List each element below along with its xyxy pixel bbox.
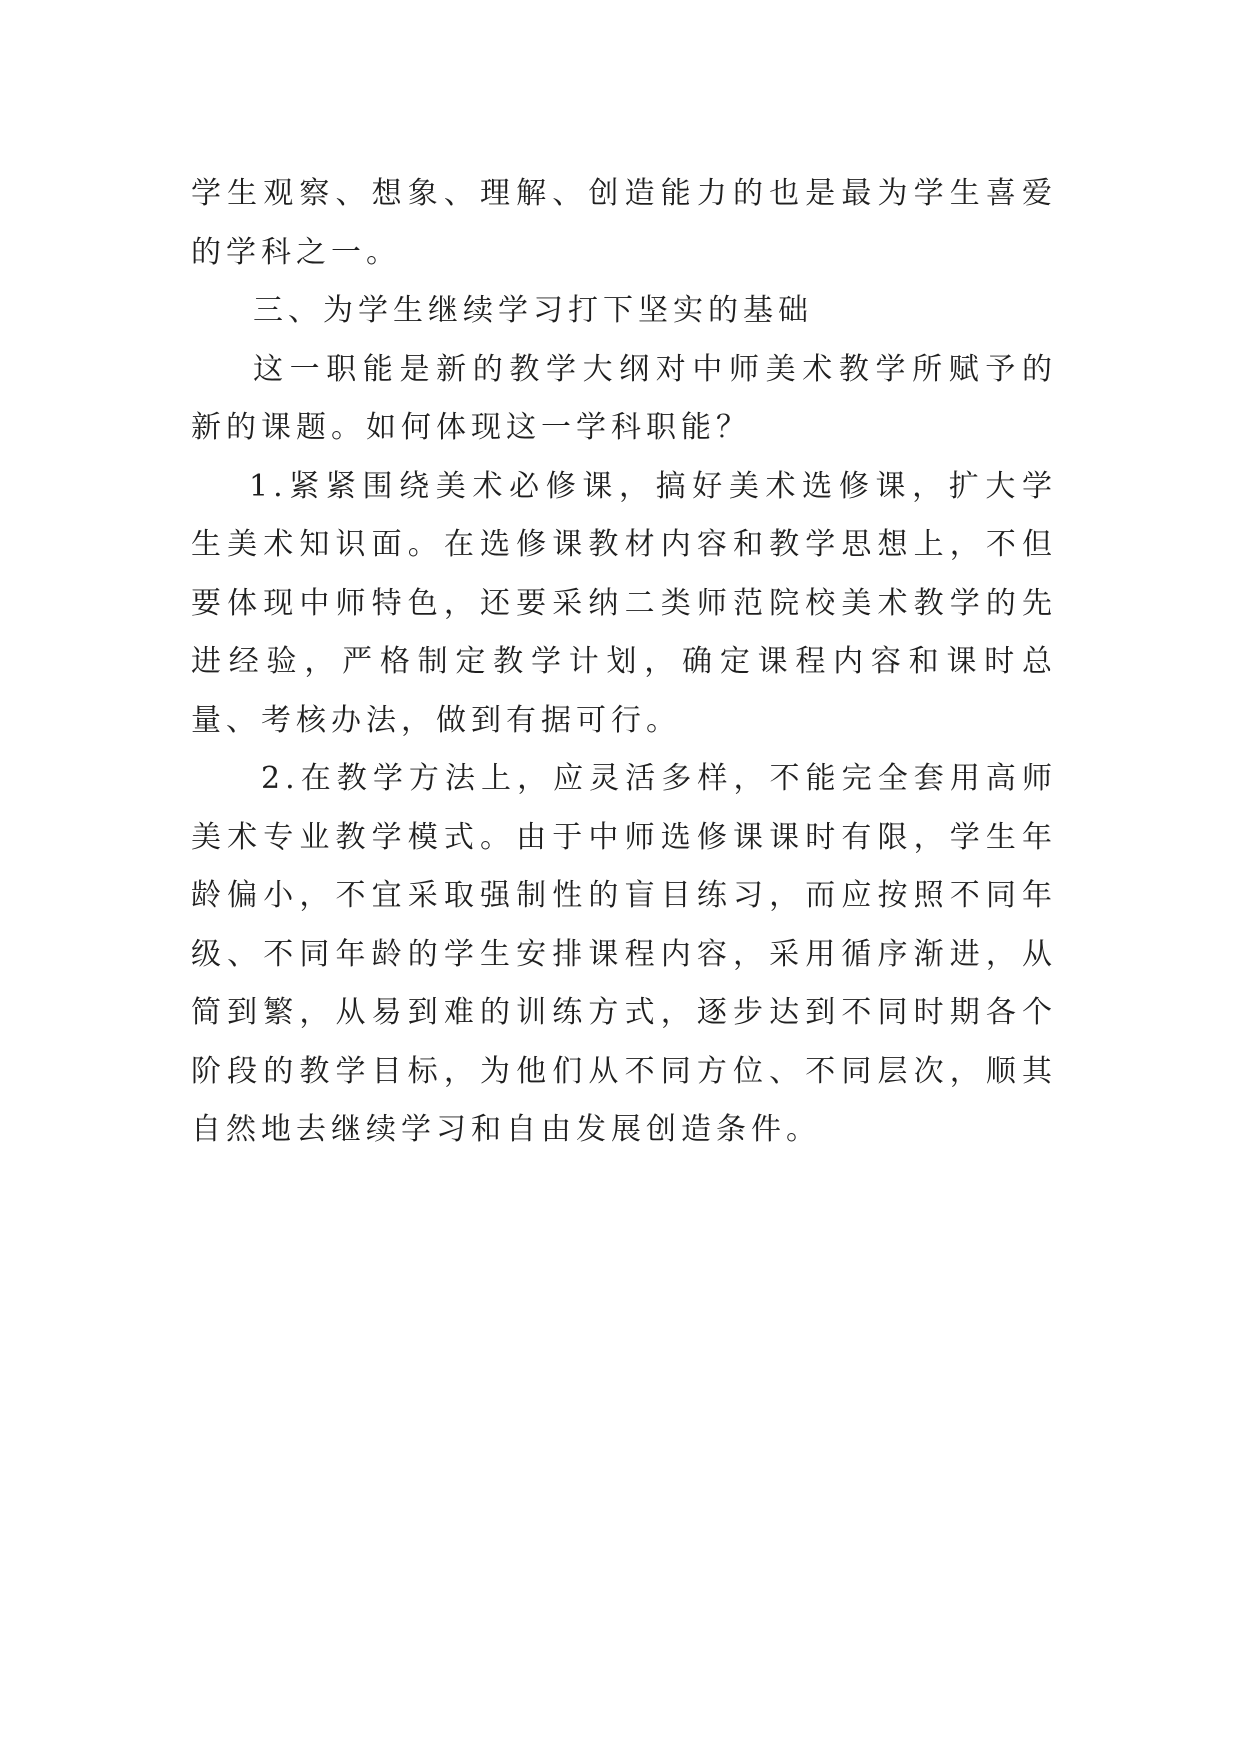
paragraph-intro: 这一职能是新的教学大纲对中师美术教学所赋予的新的课题。如何体现这一学科职能？ [191, 351, 1057, 445]
document-body [191, 165, 1057, 1160]
paragraph-continuation: 学生观察、想象、理解、创造能力的也是最为学生喜爱的学科之一。 [191, 176, 1057, 270]
section-heading: 三、为学生继续学习打下坚实的基础 [253, 293, 813, 328]
paragraph-item-2: 2.在教学方法上，应灵活多样，不能完全套用高师美术专业教学模式。由于中师选修课课时有限，学生年龄偏小，不宜采取强制性的盲目练习，而应按照不同年级、不同年龄的学生安排课程内容，采用循序渐进，从简到繁，从易到难的训练方式，逐步达到不同时期各个阶段的教学目标，为他们从不同方位、不同层次，顺其自然地去继续学习和自由发展创造条件。 [191, 761, 1057, 1147]
paragraph-item-1: 1.紧紧围绕美术必修课，搞好美术选修课，扩大学生美术知识面。在选修课教材内容和教学思想上，不但要体现中师特色，还要采纳二类师范院校美术教学的先进经验，严格制定教学计划，确定课程内容和课时总量、考核办法，做到有据可行。 [191, 468, 1057, 738]
